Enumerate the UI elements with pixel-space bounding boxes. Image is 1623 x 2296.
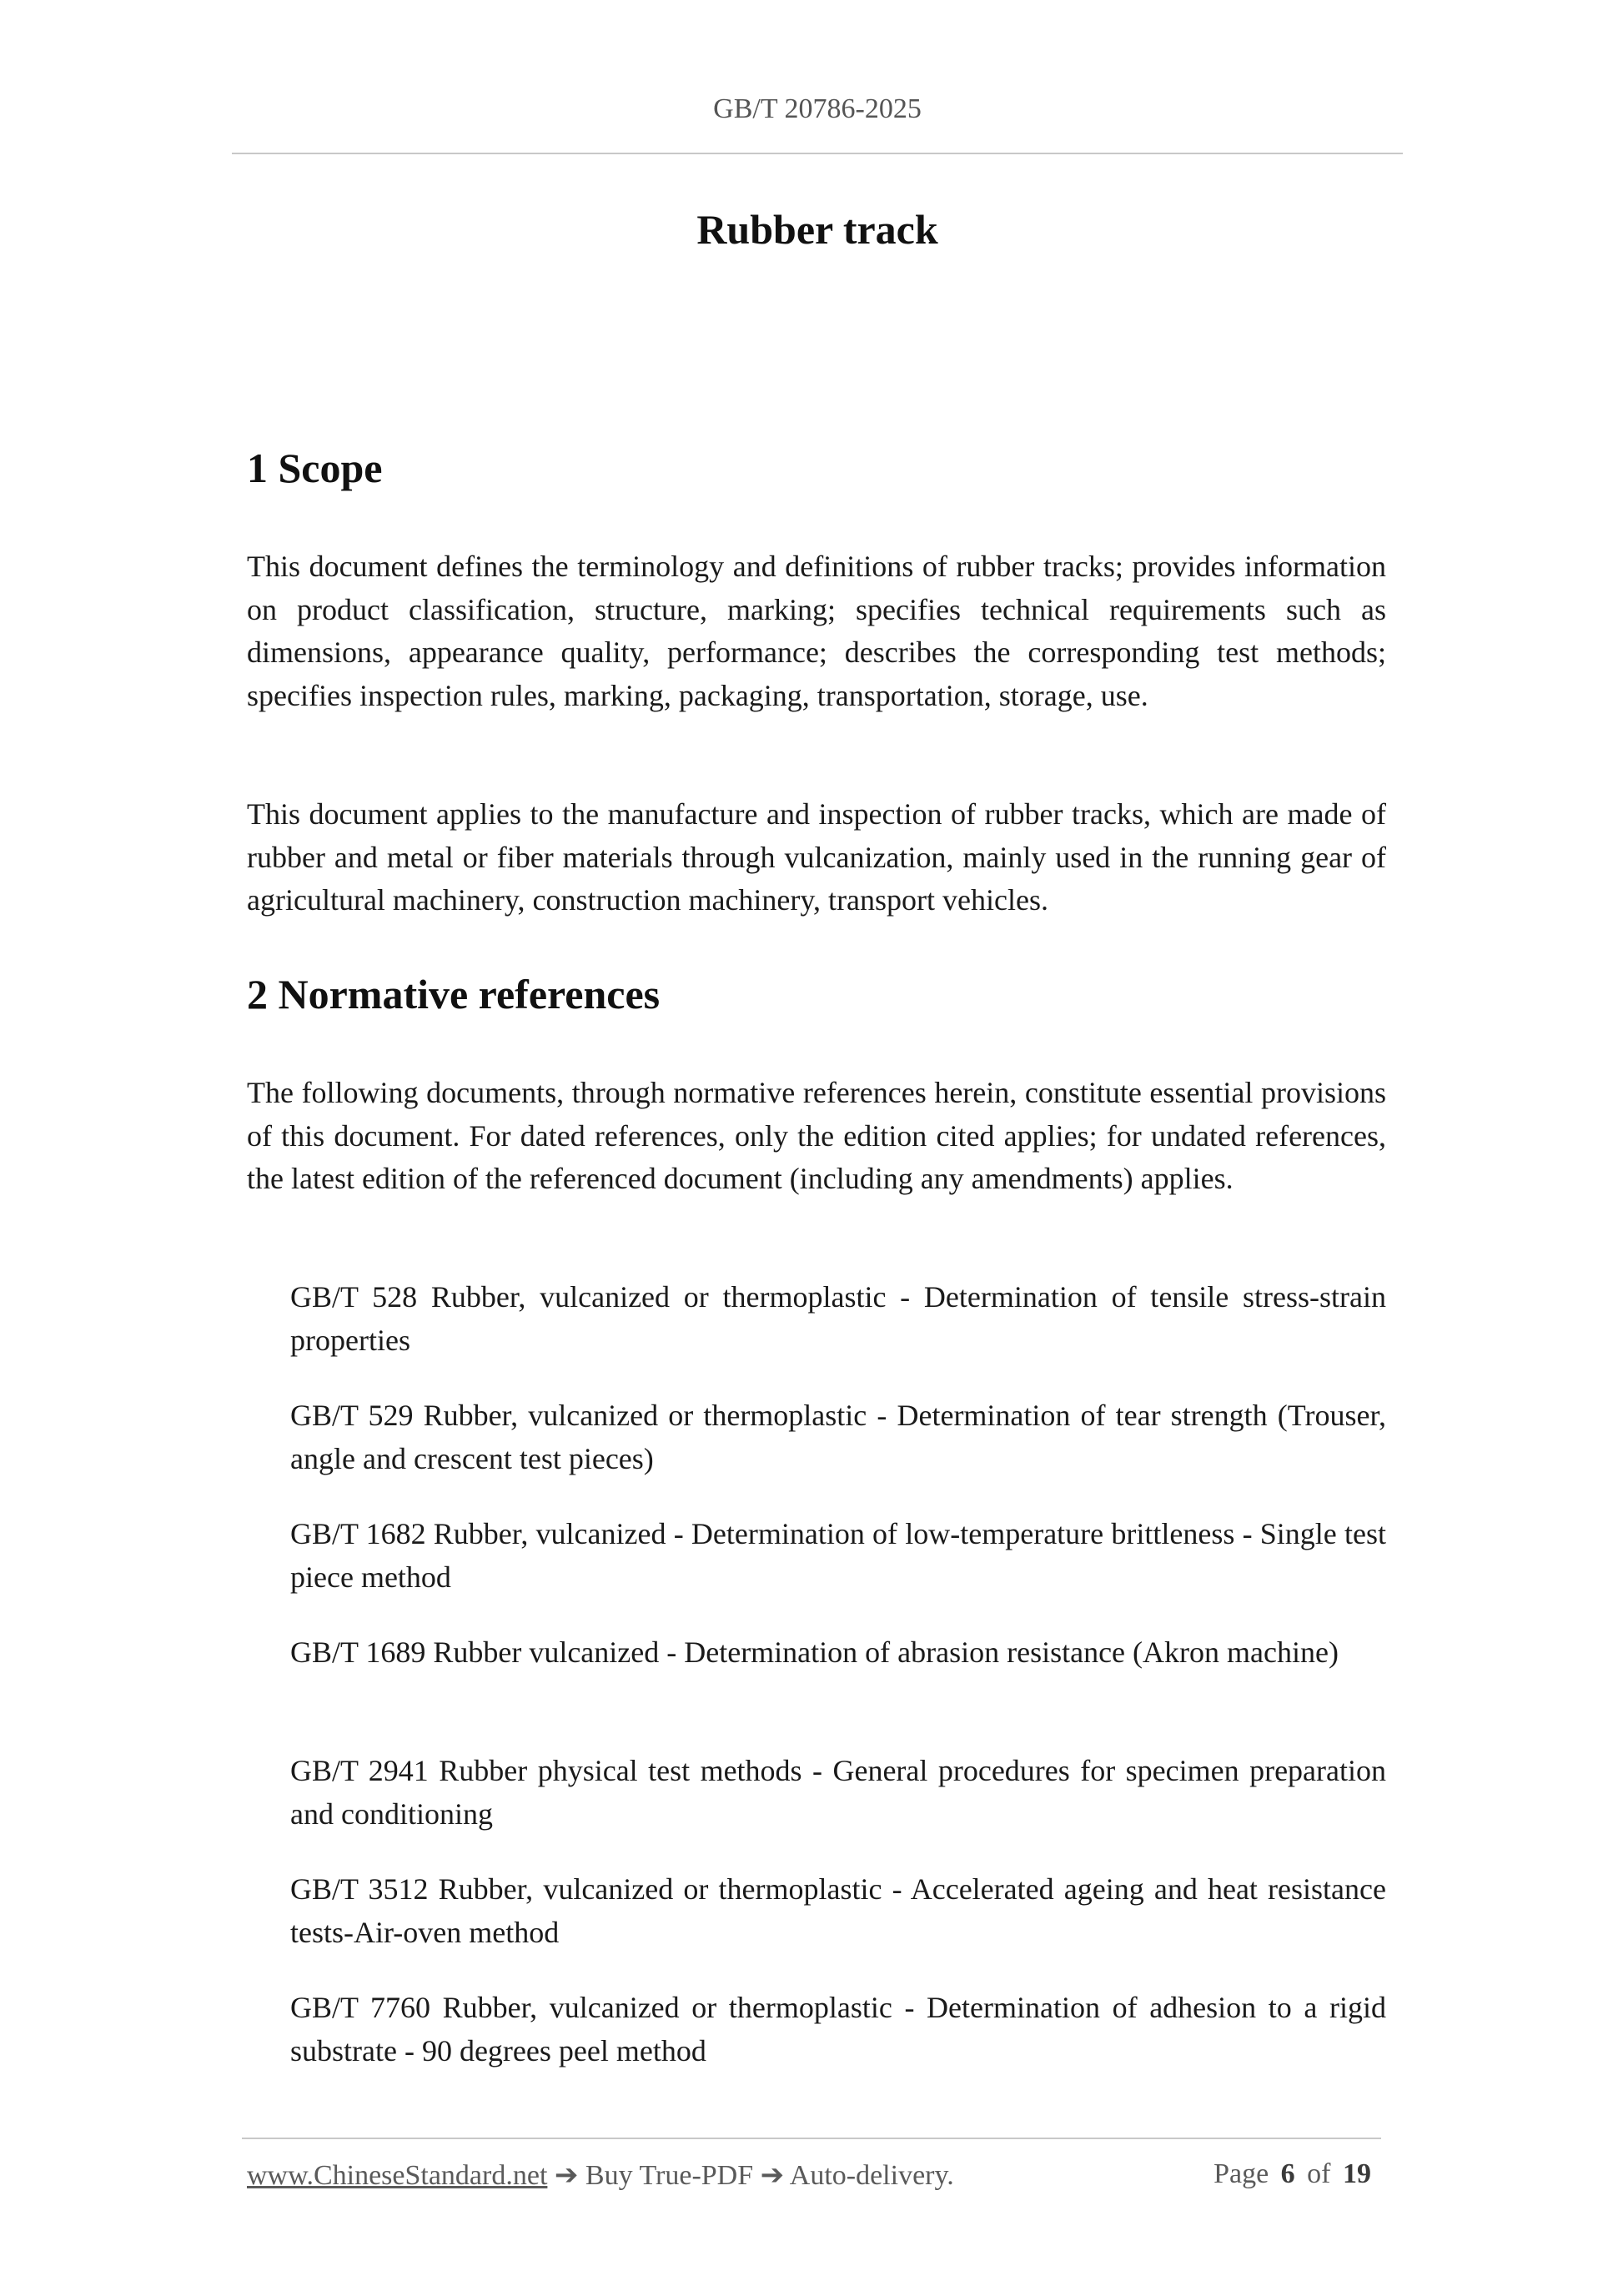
footer-divider [242, 2138, 1381, 2139]
page-of-label: of [1307, 2158, 1331, 2189]
document-title: Rubber track [696, 206, 938, 253]
website-link[interactable]: www.ChineseStandard.net [247, 2160, 548, 2191]
arrow-right-icon: ➔ [760, 2160, 785, 2191]
scope-paragraph-2: This document applies to the manufacture and inspection of rubber tracks, which are made of rubber and metal or fiber materials through vulcanization, mainly used in the running gear of agricultural machinery, construction machinery, transport vehicles. [247, 797, 1386, 917]
reference-item: GB/T 529 Rubber, vulcanized or thermoplastic - Determination of tear strength (Trouser, angle and crescent test pieces) [290, 1399, 1386, 1475]
reference-item: GB/T 528 Rubber, vulcanized or thermoplastic - Determination of tensile stress-strain properties [290, 1280, 1386, 1357]
arrow-right-icon: ➔ [554, 2160, 579, 2191]
section-heading-normative-references: 2 Normative references [247, 971, 661, 1017]
page-header-doc-number: GB/T 20786-2025 [713, 93, 922, 124]
scope-paragraph-1: This document defines the terminology and definitions of rubber tracks; provides information on product classification, structure, marking; specifies technical requirements such as dimensions, appearance quality, performance; describes the corresponding test methods; specifies inspection rules, marking, packaging, transportation, storage, use. [247, 550, 1386, 712]
reference-item: GB/T 1689 Rubber vulcanized - Determination of abrasion resistance (Akron machine) [290, 1635, 1339, 1669]
total-pages-number: 19 [1343, 2158, 1371, 2189]
auto-delivery-text: Auto-delivery. [789, 2160, 954, 2191]
reference-item: GB/T 2941 Rubber physical test methods - General procedures for specimen preparation and conditioning [290, 1754, 1386, 1831]
footer-promo [247, 2158, 954, 2192]
reference-item: GB/T 7760 Rubber, vulcanized or thermoplastic - Determination of adhesion to a rigid substrate - 90 degrees peel method [290, 1991, 1386, 2067]
current-page-number: 6 [1280, 2158, 1295, 2189]
buy-true-pdf-text: Buy True-PDF [585, 2160, 754, 2191]
references-intro-paragraph: The following documents, through normative references herein, constitute essential provisions of this document. For dated references, only the edition cited applies; for undated references, the latest edition of the referenced document (including any amendments) applies. [247, 1076, 1386, 1195]
header-divider [232, 153, 1403, 154]
reference-item: GB/T 3512 Rubber, vulcanized or thermoplastic - Accelerated ageing and heat resistance tests-Air-oven method [290, 1872, 1386, 1949]
page-label: Page [1213, 2158, 1269, 2189]
page-number-indicator [1213, 2158, 1376, 2190]
section-heading-scope: 1 Scope [247, 445, 383, 491]
reference-item: GB/T 1682 Rubber, vulcanized - Determination of low-temperature brittleness - Single test piece method [290, 1517, 1386, 1594]
